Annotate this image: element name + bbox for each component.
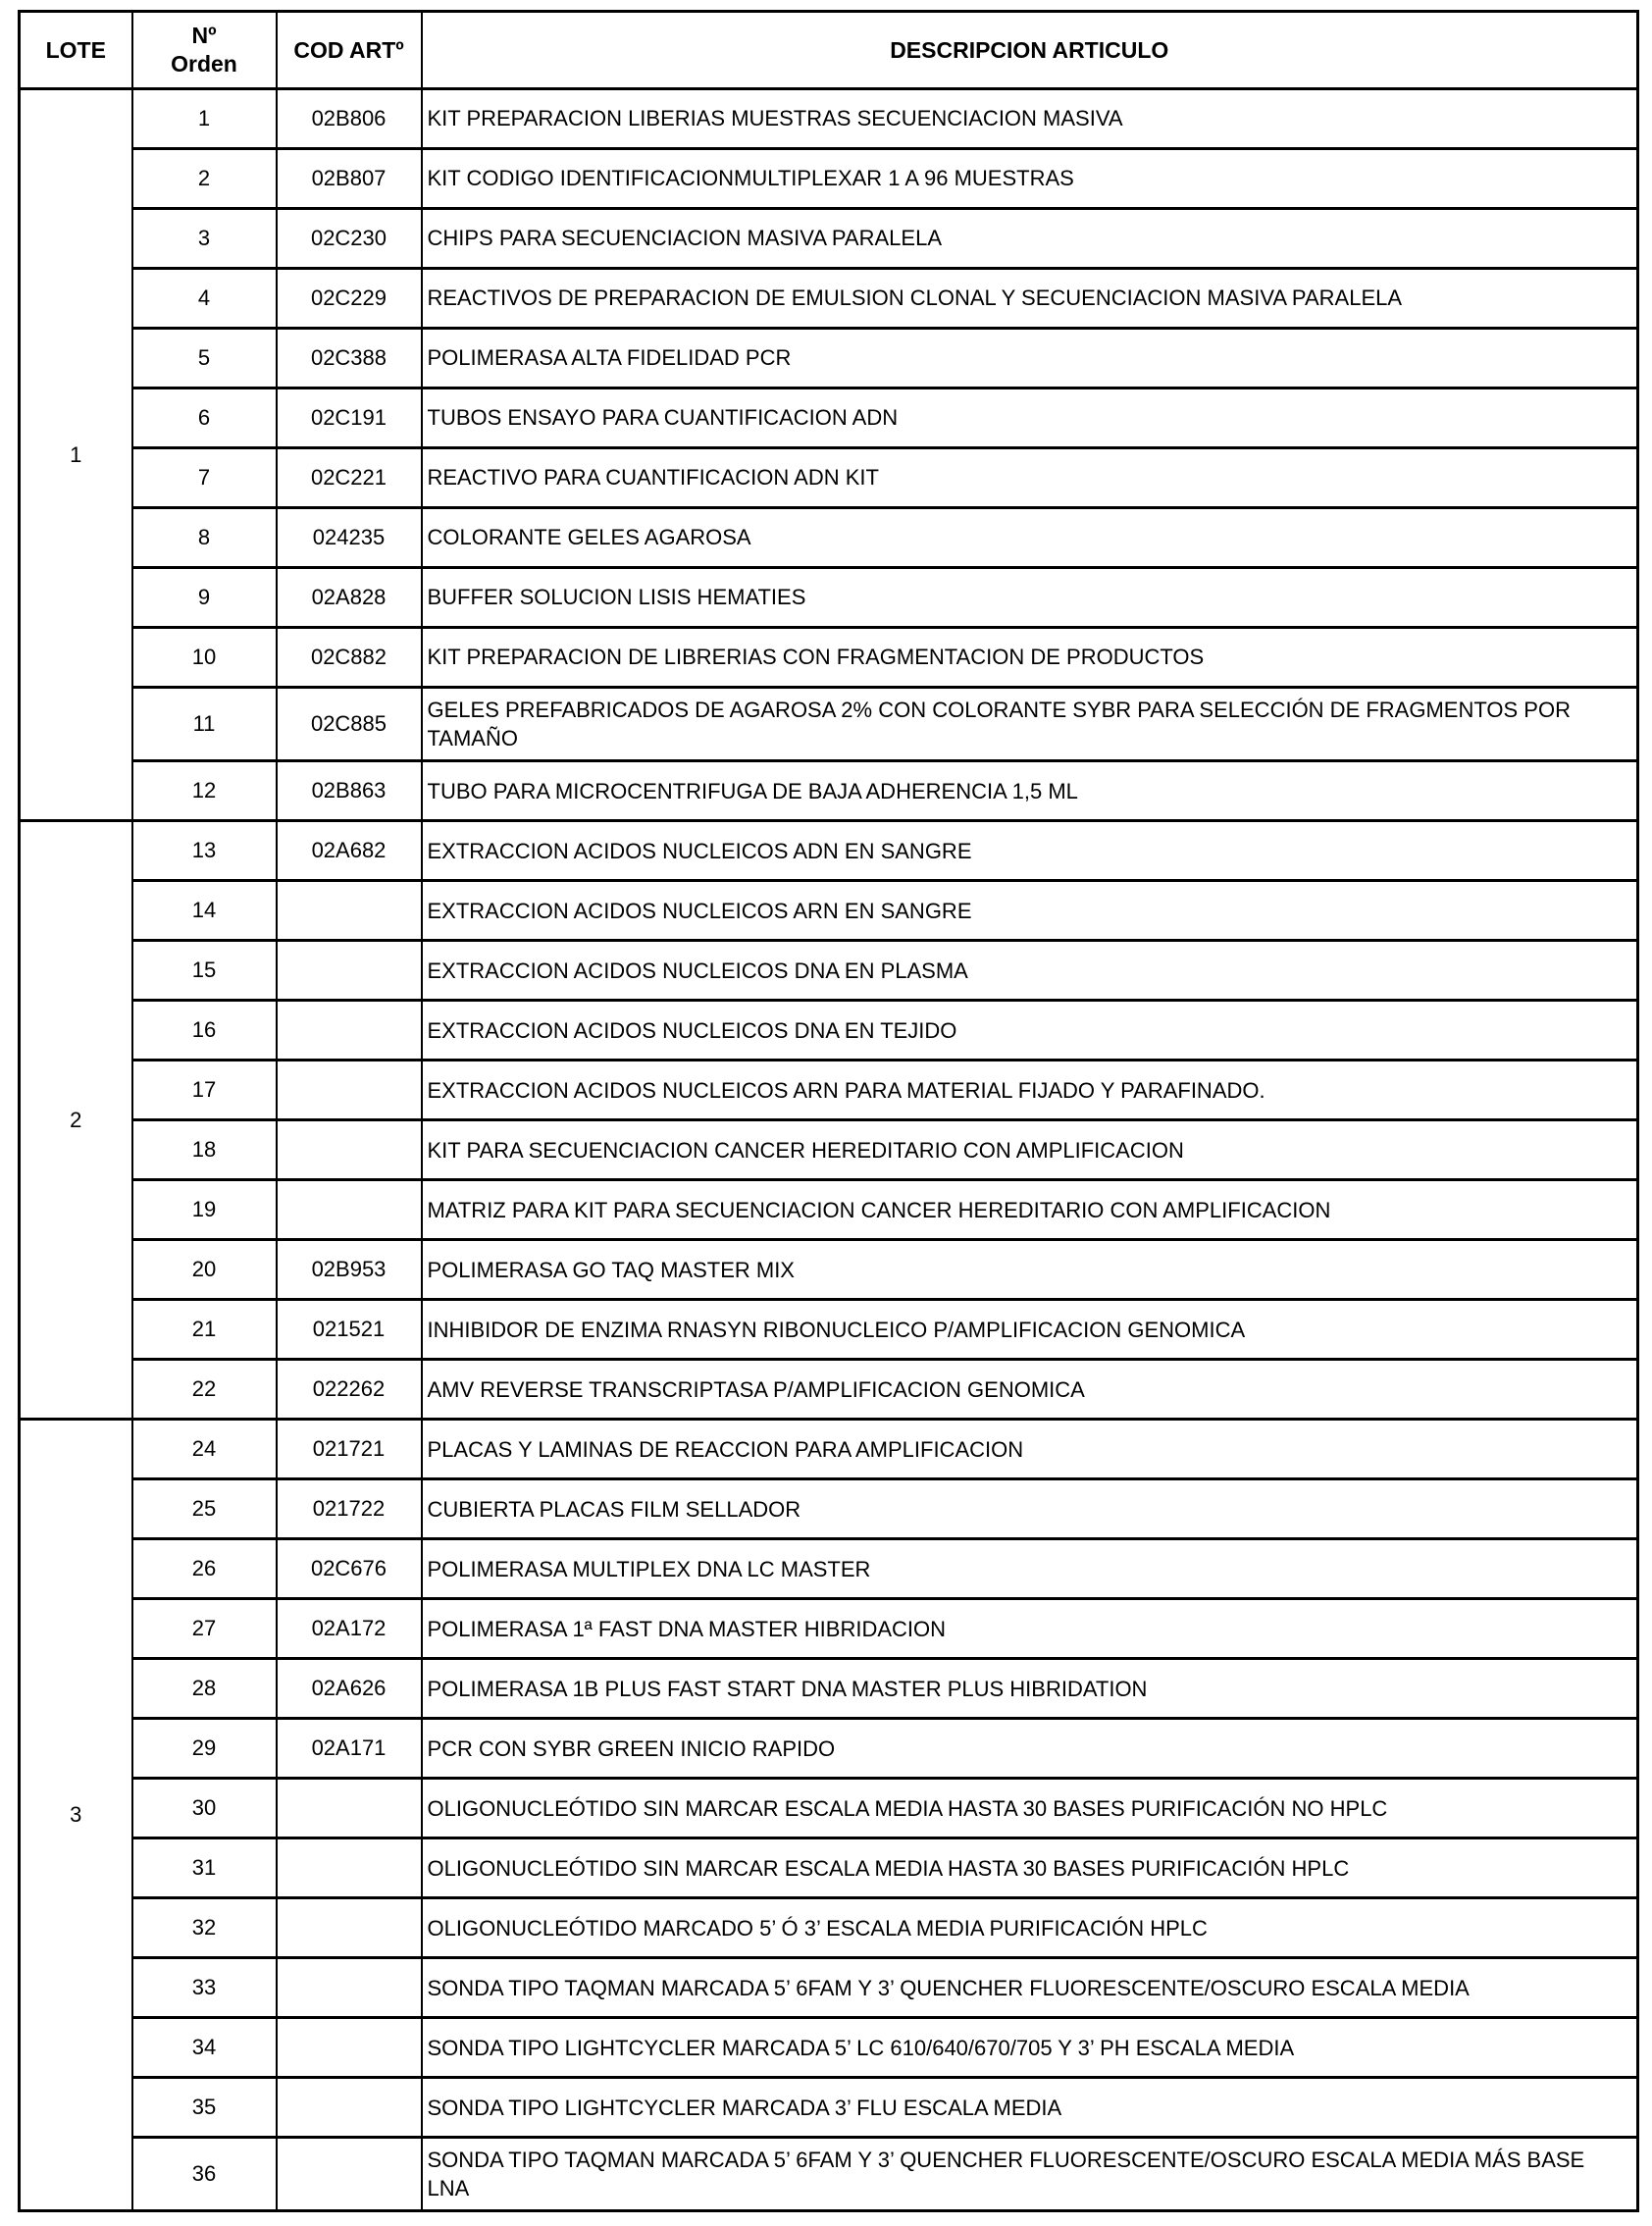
cod-art-cell: 02C885 bbox=[277, 688, 422, 761]
table-row bbox=[20, 508, 1638, 568]
cod-art-cell: 02A828 bbox=[277, 568, 422, 628]
cod-art-cell: 02C882 bbox=[277, 628, 422, 688]
cod-art-cell: 021721 bbox=[277, 1420, 422, 1479]
header-orden-line1: Nº bbox=[191, 23, 217, 49]
descripcion-cell: POLIMERASA ALTA FIDELIDAD PCR bbox=[422, 329, 1638, 388]
orden-cell: 17 bbox=[132, 1061, 277, 1120]
descripcion-cell: EXTRACCION ACIDOS NUCLEICOS ARN EN SANGRE bbox=[422, 881, 1638, 941]
cod-art-cell bbox=[277, 881, 422, 941]
orden-cell: 7 bbox=[132, 448, 277, 508]
descripcion-cell: PCR CON SYBR GREEN INICIO RAPIDO bbox=[422, 1719, 1638, 1779]
orden-cell: 3 bbox=[132, 209, 277, 269]
descripcion-cell: OLIGONUCLEÓTIDO MARCADO 5’ Ó 3’ ESCALA MEDIA PURIFICACIÓN HPLC bbox=[422, 1898, 1638, 1958]
descripcion-cell: REACTIVO PARA CUANTIFICACION ADN KIT bbox=[422, 448, 1638, 508]
descripcion-cell: POLIMERASA GO TAQ MASTER MIX bbox=[422, 1240, 1638, 1300]
orden-cell: 25 bbox=[132, 1479, 277, 1539]
orden-cell: 18 bbox=[132, 1120, 277, 1180]
table-row bbox=[20, 568, 1638, 628]
table-row bbox=[20, 2078, 1638, 2138]
orden-cell: 6 bbox=[132, 388, 277, 448]
descripcion-cell: COLORANTE GELES AGAROSA bbox=[422, 508, 1638, 568]
cod-art-cell: 02B806 bbox=[277, 89, 422, 149]
orden-cell: 11 bbox=[132, 688, 277, 761]
table-row bbox=[20, 1958, 1638, 2018]
table-row bbox=[20, 628, 1638, 688]
cod-art-cell bbox=[277, 1838, 422, 1898]
orden-cell: 15 bbox=[132, 941, 277, 1001]
descripcion-cell: POLIMERASA 1ª FAST DNA MASTER HIBRIDACION bbox=[422, 1599, 1638, 1659]
descripcion-cell: BUFFER SOLUCION LISIS HEMATIES bbox=[422, 568, 1638, 628]
orden-cell: 30 bbox=[132, 1779, 277, 1838]
table-row bbox=[20, 1659, 1638, 1719]
table-row bbox=[20, 1180, 1638, 1240]
descripcion-cell: SONDA TIPO TAQMAN MARCADA 5’ 6FAM Y 3’ QUENCHER FLUORESCENTE/OSCURO ESCALA MEDIA MÁS BASE LNA bbox=[422, 2138, 1638, 2211]
articles-table bbox=[18, 10, 1639, 2212]
descripcion-cell: CUBIERTA PLACAS FILM SELLADOR bbox=[422, 1479, 1638, 1539]
cod-art-cell: 02C191 bbox=[277, 388, 422, 448]
table-row bbox=[20, 1539, 1638, 1599]
descripcion-cell: TUBO PARA MICROCENTRIFUGA DE BAJA ADHERENCIA 1,5 ML bbox=[422, 761, 1638, 821]
cod-art-cell bbox=[277, 2138, 422, 2211]
table-row bbox=[20, 2138, 1638, 2211]
cod-art-cell: 02A682 bbox=[277, 821, 422, 881]
orden-cell: 2 bbox=[132, 149, 277, 209]
descripcion-cell: POLIMERASA 1B PLUS FAST START DNA MASTER PLUS HIBRIDATION bbox=[422, 1659, 1638, 1719]
cod-art-cell bbox=[277, 1061, 422, 1120]
descripcion-cell: EXTRACCION ACIDOS NUCLEICOS DNA EN TEJIDO bbox=[422, 1001, 1638, 1061]
table-row bbox=[20, 1240, 1638, 1300]
table-row bbox=[20, 1061, 1638, 1120]
table-body bbox=[20, 89, 1638, 2211]
header-cod: COD ARTº bbox=[277, 12, 422, 89]
table-row bbox=[20, 941, 1638, 1001]
cod-art-cell bbox=[277, 1120, 422, 1180]
header-row bbox=[20, 12, 1638, 89]
descripcion-cell: PLACAS Y LAMINAS DE REACCION PARA AMPLIFICACION bbox=[422, 1420, 1638, 1479]
table-row bbox=[20, 1120, 1638, 1180]
descripcion-cell: SONDA TIPO LIGHTCYCLER MARCADA 3’ FLU ESCALA MEDIA bbox=[422, 2078, 1638, 2138]
orden-cell: 10 bbox=[132, 628, 277, 688]
cod-art-cell: 02B953 bbox=[277, 1240, 422, 1300]
cod-art-cell bbox=[277, 941, 422, 1001]
cod-art-cell bbox=[277, 1898, 422, 1958]
table-row bbox=[20, 688, 1638, 761]
table-row bbox=[20, 1300, 1638, 1360]
descripcion-cell: KIT PARA SECUENCIACION CANCER HEREDITARIO CON AMPLIFICACION bbox=[422, 1120, 1638, 1180]
orden-cell: 19 bbox=[132, 1180, 277, 1240]
lote-cell: 1 bbox=[20, 89, 132, 821]
table-row bbox=[20, 1898, 1638, 1958]
orden-cell: 14 bbox=[132, 881, 277, 941]
table-row bbox=[20, 1719, 1638, 1779]
header-lote: LOTE bbox=[20, 12, 132, 89]
orden-cell: 29 bbox=[132, 1719, 277, 1779]
table-row bbox=[20, 761, 1638, 821]
orden-cell: 33 bbox=[132, 1958, 277, 2018]
cod-art-cell: 02C230 bbox=[277, 209, 422, 269]
cod-art-cell: 02A171 bbox=[277, 1719, 422, 1779]
cod-art-cell: 022262 bbox=[277, 1360, 422, 1420]
orden-cell: 9 bbox=[132, 568, 277, 628]
table-row bbox=[20, 329, 1638, 388]
orden-cell: 32 bbox=[132, 1898, 277, 1958]
orden-cell: 24 bbox=[132, 1420, 277, 1479]
table-row bbox=[20, 1838, 1638, 1898]
orden-cell: 28 bbox=[132, 1659, 277, 1719]
cod-art-cell bbox=[277, 1180, 422, 1240]
descripcion-cell: REACTIVOS DE PREPARACION DE EMULSION CLONAL Y SECUENCIACION MASIVA PARALELA bbox=[422, 269, 1638, 329]
table-row bbox=[20, 1599, 1638, 1659]
orden-cell: 21 bbox=[132, 1300, 277, 1360]
table-row bbox=[20, 821, 1638, 881]
cod-art-cell bbox=[277, 2018, 422, 2078]
table-row bbox=[20, 1779, 1638, 1838]
orden-cell: 4 bbox=[132, 269, 277, 329]
cod-art-cell: 02B863 bbox=[277, 761, 422, 821]
descripcion-cell: INHIBIDOR DE ENZIMA RNASYN RIBONUCLEICO P/AMPLIFICACION GENOMICA bbox=[422, 1300, 1638, 1360]
orden-cell: 22 bbox=[132, 1360, 277, 1420]
table-header bbox=[20, 12, 1638, 89]
descripcion-cell: AMV REVERSE TRANSCRIPTASA P/AMPLIFICACION GENOMICA bbox=[422, 1360, 1638, 1420]
cod-art-cell: 02C676 bbox=[277, 1539, 422, 1599]
descripcion-cell: KIT PREPARACION LIBERIAS MUESTRAS SECUENCIACION MASIVA bbox=[422, 89, 1638, 149]
descripcion-cell: KIT CODIGO IDENTIFICACIONMULTIPLEXAR 1 A 96 MUESTRAS bbox=[422, 149, 1638, 209]
table-row bbox=[20, 1360, 1638, 1420]
cod-art-cell: 024235 bbox=[277, 508, 422, 568]
table-row bbox=[20, 149, 1638, 209]
orden-cell: 13 bbox=[132, 821, 277, 881]
orden-cell: 26 bbox=[132, 1539, 277, 1599]
descripcion-cell: POLIMERASA MULTIPLEX DNA LC MASTER bbox=[422, 1539, 1638, 1599]
cod-art-cell bbox=[277, 1779, 422, 1838]
orden-cell: 31 bbox=[132, 1838, 277, 1898]
orden-cell: 1 bbox=[132, 89, 277, 149]
table-row bbox=[20, 448, 1638, 508]
descripcion-cell: OLIGONUCLEÓTIDO SIN MARCAR ESCALA MEDIA HASTA 30 BASES PURIFICACIÓN HPLC bbox=[422, 1838, 1638, 1898]
descripcion-cell: SONDA TIPO TAQMAN MARCADA 5’ 6FAM Y 3’ QUENCHER FLUORESCENTE/OSCURO ESCALA MEDIA bbox=[422, 1958, 1638, 2018]
descripcion-cell: OLIGONUCLEÓTIDO SIN MARCAR ESCALA MEDIA HASTA 30 BASES PURIFICACIÓN NO HPLC bbox=[422, 1779, 1638, 1838]
table-row bbox=[20, 209, 1638, 269]
cod-art-cell: 02A172 bbox=[277, 1599, 422, 1659]
cod-art-cell: 02C229 bbox=[277, 269, 422, 329]
lote-cell: 2 bbox=[20, 821, 132, 1420]
descripcion-cell: EXTRACCION ACIDOS NUCLEICOS ADN EN SANGRE bbox=[422, 821, 1638, 881]
descripcion-cell: TUBOS ENSAYO PARA CUANTIFICACION ADN bbox=[422, 388, 1638, 448]
cod-art-cell: 02C388 bbox=[277, 329, 422, 388]
orden-cell: 36 bbox=[132, 2138, 277, 2211]
descripcion-cell: CHIPS PARA SECUENCIACION MASIVA PARALELA bbox=[422, 209, 1638, 269]
descripcion-cell: MATRIZ PARA KIT PARA SECUENCIACION CANCER HEREDITARIO CON AMPLIFICACION bbox=[422, 1180, 1638, 1240]
cod-art-cell: 021722 bbox=[277, 1479, 422, 1539]
descripcion-cell: KIT PREPARACION DE LIBRERIAS CON FRAGMENTACION DE PRODUCTOS bbox=[422, 628, 1638, 688]
table-row bbox=[20, 1001, 1638, 1061]
descripcion-cell: EXTRACCION ACIDOS NUCLEICOS ARN PARA MATERIAL FIJADO Y PARAFINADO. bbox=[422, 1061, 1638, 1120]
orden-cell: 16 bbox=[132, 1001, 277, 1061]
orden-cell: 34 bbox=[132, 2018, 277, 2078]
lote-cell: 3 bbox=[20, 1420, 132, 2211]
orden-cell: 5 bbox=[132, 329, 277, 388]
orden-cell: 27 bbox=[132, 1599, 277, 1659]
orden-cell: 12 bbox=[132, 761, 277, 821]
descripcion-cell: EXTRACCION ACIDOS NUCLEICOS DNA EN PLASMA bbox=[422, 941, 1638, 1001]
table-row bbox=[20, 388, 1638, 448]
descripcion-cell: SONDA TIPO LIGHTCYCLER MARCADA 5’ LC 610/640/670/705 Y 3’ PH ESCALA MEDIA bbox=[422, 2018, 1638, 2078]
cod-art-cell: 02A626 bbox=[277, 1659, 422, 1719]
table-row bbox=[20, 89, 1638, 149]
cod-art-cell bbox=[277, 2078, 422, 2138]
header-orden-line2: Orden bbox=[171, 51, 237, 77]
table-row bbox=[20, 881, 1638, 941]
cod-art-cell bbox=[277, 1001, 422, 1061]
orden-cell: 8 bbox=[132, 508, 277, 568]
orden-cell: 35 bbox=[132, 2078, 277, 2138]
header-descripcion: DESCRIPCION ARTICULO bbox=[422, 12, 1638, 89]
table-row bbox=[20, 1479, 1638, 1539]
header-orden bbox=[132, 12, 277, 89]
table-row bbox=[20, 1420, 1638, 1479]
descripcion-cell: GELES PREFABRICADOS DE AGAROSA 2% CON COLORANTE SYBR PARA SELECCIÓN DE FRAGMENTOS POR TAMAÑO bbox=[422, 688, 1638, 761]
table-row bbox=[20, 2018, 1638, 2078]
cod-art-cell: 021521 bbox=[277, 1300, 422, 1360]
orden-cell: 20 bbox=[132, 1240, 277, 1300]
cod-art-cell: 02B807 bbox=[277, 149, 422, 209]
table-row bbox=[20, 269, 1638, 329]
cod-art-cell bbox=[277, 1958, 422, 2018]
cod-art-cell: 02C221 bbox=[277, 448, 422, 508]
